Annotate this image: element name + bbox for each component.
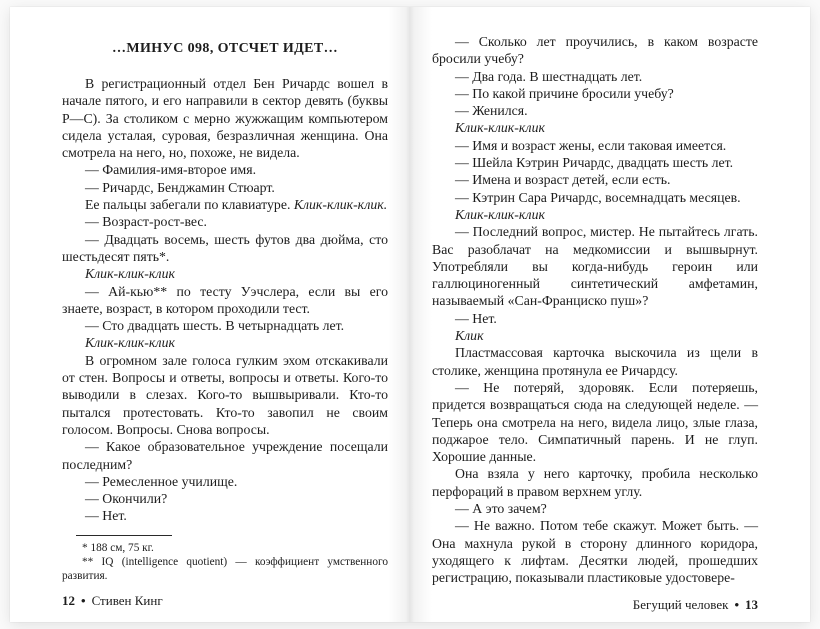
text-run: Пластмассовая карточка выскочила из щели в столике, женщина протянула ее Ричардсу. [432,345,758,378]
italic-text-run: Клик-клик-клик. [293,197,388,213]
paragraph [432,517,758,586]
paragraph [62,317,388,334]
italic-text-run: Клик-клик-клик [85,266,175,282]
text-run: Она взяла у него карточку, пробила несколько перфораций в правом верхнем углу. [432,466,758,499]
paragraph [432,171,758,188]
paragraph [432,327,758,344]
paragraph [432,85,758,102]
footer-bullet: • [734,596,739,612]
text-run: — Фамилия-имя-второе имя. [85,162,257,178]
text-run: — Имена и возраст детей, если есть. [455,172,671,188]
paragraph [62,231,388,266]
text-run: — Сто двадцать шесть. В четырнадцать лет. [85,318,345,334]
text-run: — Шейла Кэтрин Ричардс, двадцать шесть лет. [455,155,734,171]
paragraph [62,161,388,178]
text-run: — По какой причине бросили учебу? [455,85,674,101]
book-spread [10,7,810,622]
footnote-separator [76,535,172,536]
paragraph [62,196,388,213]
paragraph [432,68,758,85]
paragraph [432,310,758,327]
paragraph [432,119,758,136]
text-run: — Не важно. Потом тебе скажут. Может быть. — Она махнула рукой в сторону длинного коридора, уходящего к лифтам. Десятки людей, прошедших регистрацию, показывали пластиковые удостовере- [432,518,758,586]
italic-text-run: Клик-клик-клик [455,206,545,222]
paragraph [432,465,758,500]
text-run: — Последний вопрос, мистер. Не пытайтесь лгать. Вас разоблачат на медкомиссии и вышвырнут. Употребляли вы когда-нибудь героин или галлюциногенный синтетический амфетамин, называемый «Сан-Франциско пуш»? [432,224,758,309]
paragraph [432,500,758,517]
page-left [10,7,410,622]
footnotes-block [62,535,388,584]
text-run: В огромном зале голоса гулким эхом отскакивали от стен. Вопросы и ответы, вопросы и ответы. Кого-то выводили в слезах. Кого-то вышвыривали. Кто-то пытался протестовать. Кто-то завопил не своим голосом. Вопросы. Снова вопросы. [62,352,388,437]
text-run: — Нет. [85,508,127,524]
paragraph [62,265,388,282]
text-run: — Не потеряй, здоровяк. Если потеряешь, придется возвращаться сюда на следующей неделе. — Теперь она смотрела на него, видела лицо, злые глаза, поджарое тело. Симпатичный парень. И не глуп. Хорошие данные. [432,379,758,465]
right-page-number: 13 [745,596,758,612]
text-run: — Сколько лет проучились, в каком возрасте бросили учебу? [432,34,758,67]
text-run: — Ай-кью** по тесту Уэчслера, если вы его знаете, возраст, в котором проходили тест. [62,283,388,316]
text-run: — Ремесленное училище. [85,473,238,489]
footer-book-title: Бегущий человек [632,596,729,612]
paragraph [432,189,758,206]
paragraph [62,179,388,196]
paragraph [432,223,758,309]
chapter-heading: …МИНУС 098, ОТСЧЕТ ИДЕТ… [111,41,339,56]
page-right [410,7,810,622]
paragraph [432,102,758,119]
paragraph [432,33,758,68]
text-run: — Двадцать восемь, шесть футов два дюйма, сто шестьдесят пять*. [62,231,388,264]
left-page-footer [62,583,388,609]
text-run: — Имя и возраст жены, если таковая имеется. [455,137,727,153]
paragraph [432,137,758,154]
italic-text-run: Клик-клик-клик [455,120,545,136]
paragraph [62,352,388,438]
paragraph [62,507,388,524]
text-run: В регистрационный отдел Бен Ричардс вошел в начале пятого, и его направили в сектор девять (буквы Р—С). За столиком с мерно жужжащим компьютером сидела усталая, суровая, безразличная женщина. Она смотрела на него, но, похоже, не видела. [62,76,388,161]
footnote: ** IQ (intelligence quotient) — коэффициент умственного развития. [62,555,388,583]
footer-bullet: • [81,593,86,609]
text-run: Ее пальцы забегали по клавиатуре. [85,197,294,213]
paragraph [62,75,388,161]
text-run: — Два года. В шестнадцать лет. [455,68,643,84]
text-run: — Окончили? [85,491,168,507]
paragraph [62,473,388,490]
text-run: — Ричардс, Бенджамин Стюарт. [85,179,275,195]
paragraph [432,379,758,465]
footer-author: Стивен Кинг [91,593,163,609]
paragraph [62,438,388,473]
paragraph [62,490,388,507]
paragraph [432,206,758,223]
right-page-text [432,33,758,587]
italic-text-run: Клик-клик-клик [85,335,175,351]
text-run: — Женился. [455,103,528,119]
paragraph [62,213,388,230]
text-run: — Нет. [455,310,497,326]
paragraph [62,334,388,351]
right-page-footer [432,587,758,613]
text-run: — Возраст-рост-вес. [85,214,207,230]
left-page-text [62,75,388,525]
italic-text-run: Клик [455,328,484,344]
paragraph [432,344,758,379]
text-run: — Кэтрин Сара Ричардс, восемнадцать месяцев. [455,189,741,205]
text-run: — А это зачем? [455,501,547,517]
paragraph [432,154,758,171]
left-page-number: 12 [62,593,75,609]
text-run: — Какое образовательное учреждение посещали последним? [62,439,388,472]
paragraph [62,283,388,318]
footnotes-list [62,541,388,584]
footnote: * 188 см, 75 кг. [82,541,154,554]
